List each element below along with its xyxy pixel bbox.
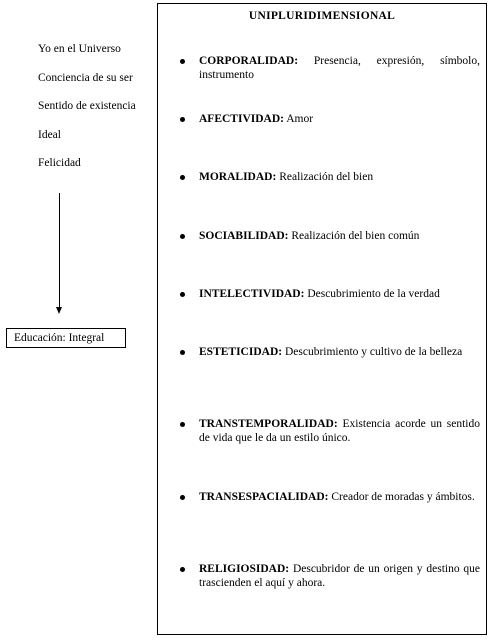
dimension-description: Amor — [286, 113, 314, 125]
dimension-term: INTELECTIVIDAD: — [199, 288, 305, 300]
bullet-icon — [180, 117, 185, 122]
down-arrow-icon — [56, 307, 62, 314]
dimension-description: Realización del bien — [279, 171, 374, 183]
education-box: Educación: Integral — [6, 328, 126, 348]
dimension-text — [199, 229, 480, 243]
dimension-term: CORPORALIDAD: — [199, 55, 299, 67]
dimension-text — [199, 170, 480, 184]
dimension-text — [199, 345, 480, 359]
dimension-description: Descubrimiento y cultivo de la belleza — [284, 346, 463, 358]
dimension-item — [180, 112, 480, 126]
dimension-item — [180, 229, 480, 243]
dimension-text — [199, 417, 480, 445]
left-list-item: Ideal — [38, 128, 61, 141]
left-list-item: Sentido de existencia — [38, 100, 136, 113]
dimensions-title: UNIPLURIDIMENSIONAL — [248, 10, 396, 22]
dimension-term: TRANSESPACIALIDAD: — [199, 491, 329, 503]
left-concept-list — [38, 42, 156, 185]
bullet-icon — [180, 422, 185, 427]
dimension-text — [199, 490, 480, 504]
dimension-description: Descubrimiento de la verdad — [307, 288, 440, 300]
bullet-icon — [180, 495, 185, 500]
dimensions-box — [157, 3, 487, 635]
dimension-description: Creador de moradas y ámbitos. — [331, 491, 475, 503]
bullet-icon — [180, 350, 185, 355]
dimension-description: Existencia acorde un sentido de vida que le da un estilo único. — [199, 418, 481, 444]
dimension-item — [180, 490, 480, 504]
bullet-icon — [180, 234, 185, 239]
dimension-item — [180, 417, 480, 445]
dimension-text — [199, 287, 480, 301]
dimension-description: Realización del bien común — [291, 230, 420, 242]
dimension-text — [199, 54, 480, 82]
bullet-icon — [180, 567, 185, 572]
left-list-item: Felicidad — [38, 157, 81, 170]
dimension-item — [180, 562, 480, 590]
left-list-item: Yo en el Universo — [38, 43, 121, 55]
dimension-term: MORALIDAD: — [199, 171, 277, 183]
bullet-icon — [180, 292, 185, 297]
dimension-text — [199, 112, 480, 126]
dimension-term: AFECTIVIDAD: — [199, 113, 284, 125]
dimension-term: TRANSTEMPORALIDAD: — [199, 418, 338, 430]
bullet-icon — [180, 59, 185, 64]
left-list-item: Conciencia de su ser — [38, 71, 133, 84]
dimension-item — [180, 170, 480, 184]
dimension-term: RELIGIOSIDAD: — [199, 563, 290, 575]
down-arrow-line — [59, 193, 60, 309]
dimension-description: Presencia, expresión, símbolo, instrumento — [199, 55, 480, 81]
dimension-item — [180, 287, 480, 301]
dimension-description: Descubridor de un origen y destino que trascienden el aquí y ahora. — [199, 563, 481, 589]
dimension-term: SOCIABILIDAD: — [199, 230, 289, 242]
bullet-icon — [180, 175, 185, 180]
dimension-item — [180, 54, 480, 82]
dimension-item — [180, 345, 480, 359]
dimension-term: ESTETICIDAD: — [199, 346, 283, 358]
dimension-text — [199, 562, 480, 590]
